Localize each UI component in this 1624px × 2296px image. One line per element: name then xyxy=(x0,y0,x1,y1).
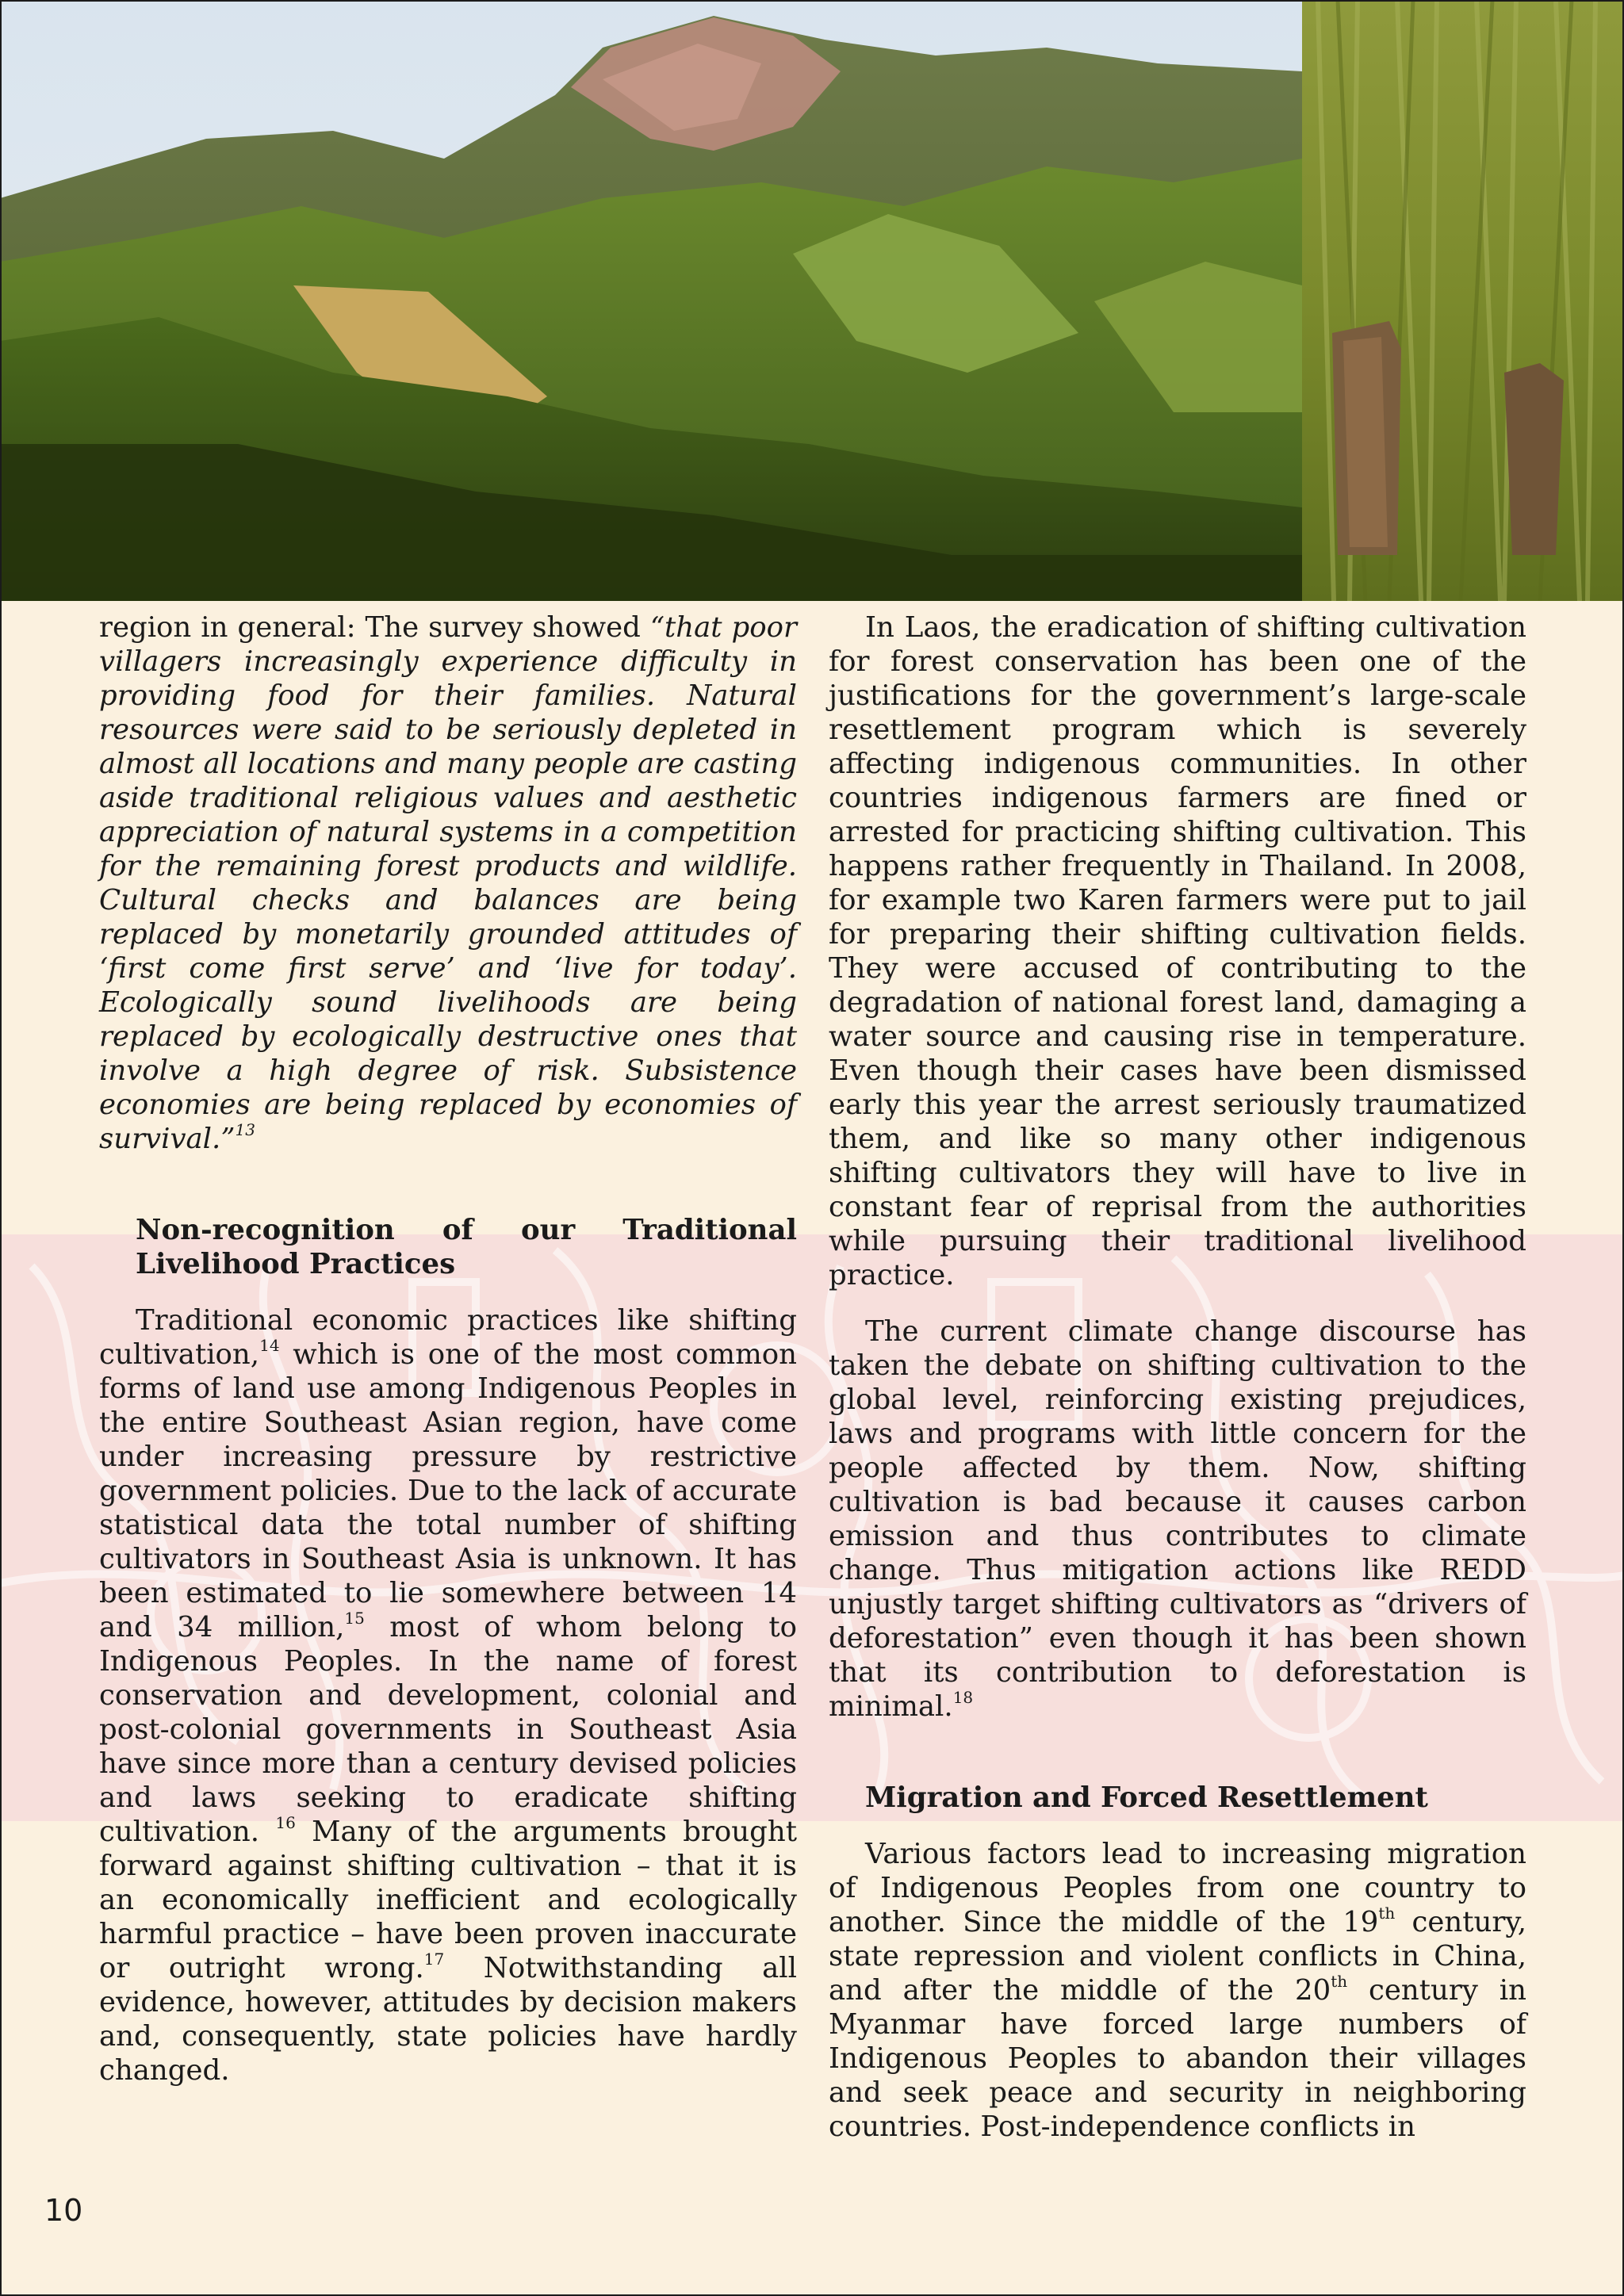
rice-field-photo xyxy=(1302,0,1624,601)
migration-paragraph xyxy=(829,1837,1526,2144)
climate-change-paragraph xyxy=(829,1314,1526,1724)
left-column xyxy=(99,610,797,2087)
superscript-th: th xyxy=(1331,1972,1348,1991)
heading-migration: Migration and Forced Resettlement xyxy=(865,1781,1428,1814)
superscript-th: th xyxy=(1378,1904,1396,1923)
footnote-18: 18 xyxy=(952,1688,974,1707)
footnote-13: 13 xyxy=(235,1120,255,1139)
heading-non-recognition: Non-recognition of our Traditional Livelihood Practices xyxy=(136,1214,797,1280)
paragraph-text: The current climate change discourse has taken the debate on shifting cultivation to the global level, reinforcing existing prejudices, laws and programs with little concern for the people affected by them. Now, shifting cultivation is bad because it causes carbon emission and thus contributes to climate change. Thus mitigation actions like REDD unjustly target shifting cultivators as “drivers of deforestation” even though it has been shown that its contribution to deforestation is minimal. xyxy=(829,1315,1526,1723)
paragraph-text: Traditional economic practices like shifting cultivation, xyxy=(99,1304,797,1371)
footnote-15: 15 xyxy=(344,1609,365,1628)
survey-quote: “that poor villagers increasingly experience difficulty in providing food for their families. Natural resources were said to be seriously depleted in almost all locations and many people are casting aside traditional religious values and aesthetic appreciation of natural systems in a competition for the remaining forest products and wildlife. Cultural checks and balances are being replaced by monetarily grounded attitudes of ‘first come first serve’ and ‘live for today’. Ecologically sound livelihoods are being replaced by ecologically destructive ones that involve a high degree of risk. Subsistence economies are being replaced by economies of survival.” xyxy=(99,611,797,1155)
footnote-17: 17 xyxy=(423,1950,445,1969)
survey-quote-paragraph xyxy=(99,610,797,1156)
shifting-cultivation-paragraph xyxy=(99,1303,797,2087)
right-column xyxy=(829,610,1526,2144)
paragraph-text: Various factors lead to increasing migration of Indigenous Peoples from one country to another. Since the middle of the 19 xyxy=(829,1838,1526,1938)
footnote-16: 16 xyxy=(275,1813,296,1832)
paragraph-text: century in Myanmar have forced large numbers of Indigenous Peoples to abandon their villages and seek peace and security in neighboring countries. Post-independence conflicts in xyxy=(829,1974,1526,2143)
paragraph-text: Many of the arguments brought forward against shifting cultivation – that it is an economically inefficient and ecologically harmful practice – have been proven inaccurate or outright wrong. xyxy=(99,1816,797,1984)
laos-paragraph: In Laos, the eradication of shifting cultivation for forest conservation has been one of the justifications for the government’s large-scale resettlement program which is severely affecting indigenous communities. In other countries indigenous farmers are fined or arrested for practicing shifting cultivation. This happens rather frequently in Thailand. In 2008, for example two Karen farmers were put to jail for preparing their shifting cultivation fields. They were accused of contributing to the degradation of national forest land, damaging a water source and causing rise in temperature. Even though their cases have been dismissed early this year the arrest seriously traumatized them, and like so many other indigenous shifting cultivators they will have to live in constant fear of reprisal from the authorities while pursuing their traditional livelihood practice. xyxy=(829,611,1526,1292)
quote-lead: region in general: The survey showed xyxy=(99,611,650,644)
footnote-14: 14 xyxy=(259,1336,280,1355)
page-number: 10 xyxy=(44,2193,83,2228)
paragraph-text: Notwithstanding all evidence, however, attitudes by decision makers and, consequently, state policies have hardly changed. xyxy=(99,1952,797,2087)
landscape-photo xyxy=(0,0,1302,601)
paragraph-text: century, state repression and violent conflicts in China, and after the middle of the 20 xyxy=(829,1906,1527,2007)
paragraph-text: which is one of the most common forms of land use among Indigenous Peoples in the entire Southeast Asian region, have come under increasing pressure by restrictive government policies. Due to the lack of accurate statistical data the total number of shifting cultivators in Southeast Asia is unknown. It has been estimated to lie somewhere between 14 and 34 million, xyxy=(99,1338,797,1644)
paragraph-text: most of whom belong to Indigenous Peoples. In the name of forest conservation and development, colonial and post-colonial governments in Southeast Asia have since more than a century devised policies and laws seeking to eradicate shifting cultivation. xyxy=(99,1611,797,1848)
